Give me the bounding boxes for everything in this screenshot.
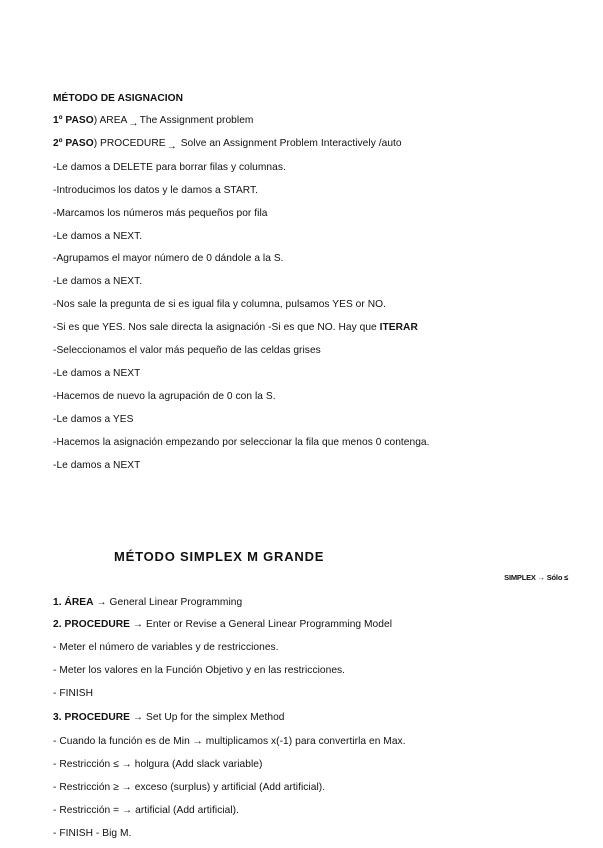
paso2-line — [53, 137, 402, 150]
iterar-bold: ITERAR — [379, 322, 418, 333]
list-item: - Meter los valores en la Función Objetivo y en las restricciones. — [53, 665, 346, 676]
step-line: -Nos sale la pregunta de si es igual fila y columna, pulsamos YES or NO. — [53, 299, 386, 310]
step-line: -Marcamos los números más pequeños por fila — [53, 208, 268, 219]
paso2-text: Solve an Assignment Problem Interactively /auto — [177, 138, 402, 149]
step-line: -Seleccionamos el valor más pequeño de las celdas grises — [53, 345, 321, 356]
section-title-simplex: MÉTODO SIMPLEX M GRANDE — [114, 549, 325, 564]
paso1-text: The Assignment problem — [139, 115, 254, 126]
list-item: - FINISH - Big M. — [53, 828, 132, 839]
paso2-paren: ) — [93, 138, 98, 149]
procedure1-line — [53, 618, 392, 631]
right-arrow-icon: → — [93, 597, 110, 608]
paso1-area: AREA — [97, 115, 128, 126]
list-item: - Restricción ≥ → exceso (surplus) y artificial (Add artificial). — [53, 782, 326, 793]
procedure1-label: 2. PROCEDURE — [53, 619, 131, 630]
step-line: -Agrupamos el mayor número de 0 dándole a la S. — [53, 253, 284, 264]
right-arrow-icon: → — [130, 712, 147, 723]
list-item: - Restricción ≤ → holgura (Add slack variable) — [53, 759, 263, 770]
right-arrow-icon: → — [130, 619, 147, 630]
paso2-label: 2º PASO — [53, 138, 94, 149]
list-item: - Cuando la función es de Min → multiplicamos x(-1) para convertirla en Max. — [53, 736, 406, 747]
iterar-text: -Si es que YES. Nos sale directa la asignación -Si es que NO. Hay que — [53, 322, 380, 333]
list-item: - Meter el número de variables y de restricciones. — [53, 642, 279, 653]
paso2-procedure: PROCEDURE — [97, 138, 166, 149]
step-line: -Hacemos de nuevo la agrupación de 0 con la S. — [53, 391, 276, 402]
procedure2-label: 3. PROCEDURE — [53, 712, 131, 723]
iterar-line — [53, 321, 418, 334]
step-line: -Le damos a NEXT — [53, 368, 141, 379]
area-text: General Linear Programming — [109, 597, 243, 608]
procedure2-line — [53, 711, 285, 724]
area-line — [53, 596, 242, 609]
section-title-asignacion: MÉTODO DE ASIGNACION — [53, 93, 184, 104]
procedure1-text: Enter or Revise a General Linear Programming Model — [146, 619, 393, 630]
step-line: -Introducimos los datos y le damos a START. — [53, 185, 259, 196]
step-line: -Le damos a NEXT. — [53, 231, 143, 242]
right-arrow-icon: → — [166, 141, 177, 152]
right-arrow-icon: → — [128, 118, 139, 129]
side-note: SIMPLEX → Sólo ≤ — [504, 573, 568, 582]
list-item: - Restricción = → artificial (Add artificial). — [53, 805, 240, 816]
step-line: -Le damos a NEXT — [53, 460, 141, 471]
list-item: - FINISH — [53, 688, 94, 699]
paso1-line — [53, 114, 253, 127]
paso1-label: 1º PASO — [53, 115, 94, 126]
step-line: -Le damos a YES — [53, 414, 134, 425]
procedure2-text: Set Up for the simplex Method — [146, 712, 285, 723]
step-line: -Le damos a DELETE para borrar filas y columnas. — [53, 162, 286, 173]
step-line: -Hacemos la asignación empezando por seleccionar la fila que menos 0 contenga. — [53, 437, 430, 448]
step-line: -Le damos a NEXT. — [53, 276, 143, 287]
paso1-paren: ) — [93, 115, 98, 126]
area-label: 1. ÁREA — [53, 597, 94, 608]
